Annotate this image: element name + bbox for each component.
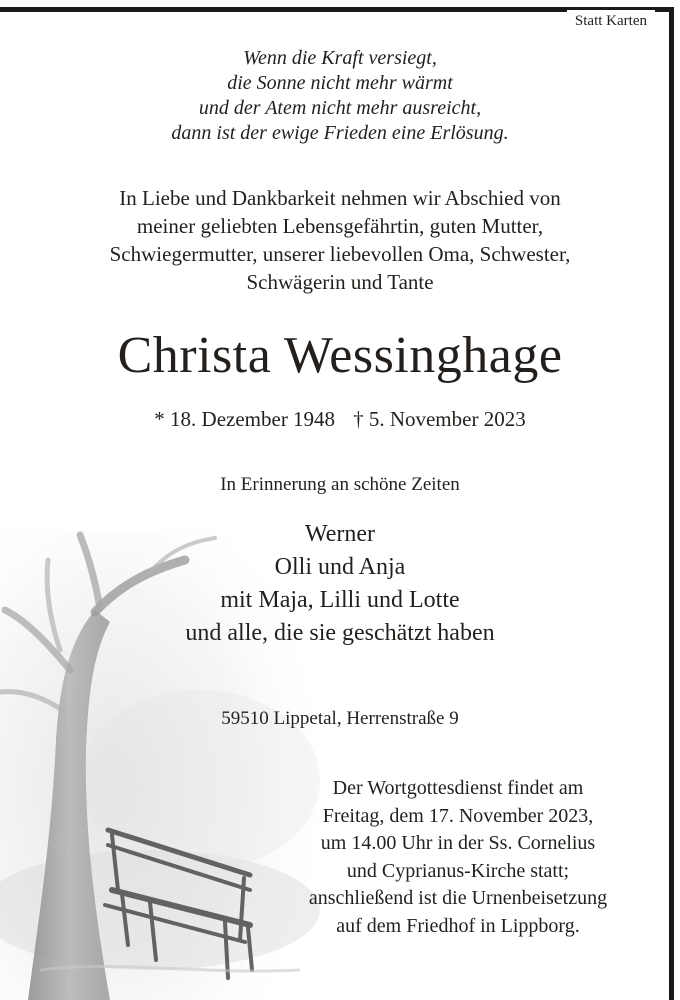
mourner-line: und alle, die sie geschätzt haben (185, 620, 495, 646)
service-line: um 14.00 Uhr in der Ss. Cornelius (320, 832, 596, 854)
intro-line: Schwiegermutter, unserer liebevollen Oma, Schwester, (109, 242, 571, 266)
mourner-line: Werner (304, 521, 376, 547)
life-dates (0, 404, 680, 434)
birth-date: * 18. Dezember 1948 (154, 407, 336, 431)
intro-line: meiner geliebten Lebensgefährtin, guten Mutter, (136, 214, 544, 238)
poem-line: die Sonne nicht mehr wärmt (227, 72, 453, 94)
poem-line: Wenn die Kraft versiegt, (243, 47, 437, 69)
service-line: auf dem Friedhof in Lippborg. (336, 914, 580, 937)
mourner-line: mit Maja, Lilli und Lotte (220, 587, 460, 613)
address: 59510 Lippetal, Herrenstraße 9 (221, 708, 459, 729)
poem-line: dann ist der ewige Frieden eine Erlösung. (171, 122, 509, 144)
mourners-list (0, 518, 680, 650)
intro-line: Schwägerin und Tante (246, 270, 434, 294)
service-line: und Cyprianus-Kirche statt; (346, 859, 570, 882)
intro-line: In Liebe und Dankbarkeit nehmen wir Abschied von (119, 186, 561, 210)
service-line: anschließend ist die Urnenbeisetzung (308, 887, 608, 909)
mourner-line: Olli und Anja (274, 554, 406, 580)
service-line: Der Wortgottesdienst findet am (332, 777, 584, 799)
service-line: Freitag, dem 17. November 2023, (322, 804, 594, 827)
farewell-intro (0, 184, 680, 296)
deceased-name: Christa Wessinghage (117, 327, 563, 384)
poem-line: und der Atem nicht mehr ausreicht, (198, 97, 482, 119)
death-date: † 5. November 2023 (353, 407, 526, 431)
poem (0, 46, 680, 146)
statt-karten-label: Statt Karten (567, 10, 655, 32)
memory-line: In Erinnerung an schöne Zeiten (220, 474, 460, 495)
service-info (258, 775, 658, 940)
